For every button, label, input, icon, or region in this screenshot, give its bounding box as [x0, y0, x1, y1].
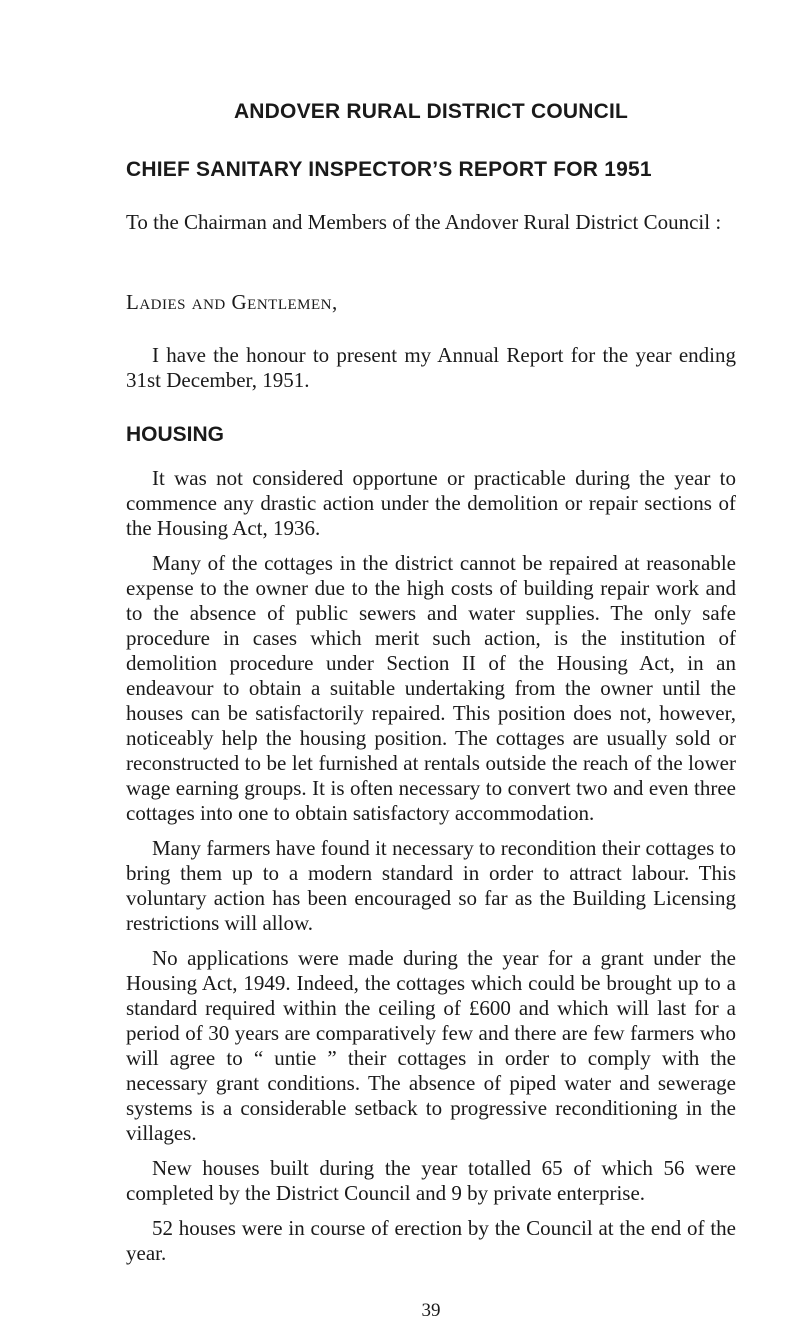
housing-body	[126, 466, 736, 1276]
housing-paragraph: No applications were made during the year for a grant under the Housing Act, 1949. Indeed, the cottages which could be brought up to a standard required within the ceiling of £600 and which will last for a period of 30 years are comparatively few and there are few farmers who will agree to “ untie ” their cottages in order to comply with the necessary grant conditions. The absence of piped water and sewerage systems is a considerable setback to progressive reconditioning in the villages.	[126, 946, 736, 1145]
salutation: Ladies and Gentlemen,	[126, 290, 338, 314]
addressee-paragraph: To the Chairman and Members of the Andover Rural District Council :	[126, 210, 722, 234]
intro-paragraph: I have the honour to present my Annual Report for the year ending 31st December, 1951.	[126, 343, 736, 392]
housing-heading: HOUSING	[126, 423, 225, 446]
page-number: 39	[421, 1300, 441, 1321]
intro-section	[126, 343, 736, 393]
housing-paragraph: New houses built during the year totalled 65 of which 56 were completed by the District Council and 9 by private enterprise.	[126, 1156, 736, 1205]
council-title: ANDOVER RURAL DISTRICT COUNCIL	[233, 100, 629, 123]
housing-paragraph: It was not considered opportune or practicable during the year to commence any drastic action under the demolition or repair sections of the Housing Act, 1936.	[126, 466, 736, 540]
report-title: CHIEF SANITARY INSPECTOR’S REPORT FOR 1951	[126, 158, 652, 181]
housing-paragraph: Many of the cottages in the district cannot be repaired at reasonable expense to the owner due to the high costs of building repair work and to the absence of public sewers and water supplies. The only safe procedure in cases which merit such action, is the institution of demolition procedure under Section II of the Housing Act, in an endeavour to obtain a suitable undertaking from the owner until the houses can be satisfactorily repaired. This position does not, however, noticeably help the housing position. The cottages are usually sold or reconstructed to be let furnished at rentals outside the reach of the lower wage earning groups. It is often necessary to convert two and even three cottages into one to obtain satisfactory accommodation.	[126, 551, 736, 825]
housing-paragraph: 52 houses were in course of erection by the Council at the end of the year.	[126, 1216, 736, 1265]
housing-paragraph: Many farmers have found it necessary to recondition their cottages to bring them up to a modern standard in order to attract labour. This voluntary action has been encouraged so far as the Building Licensing restrictions will allow.	[126, 836, 736, 935]
